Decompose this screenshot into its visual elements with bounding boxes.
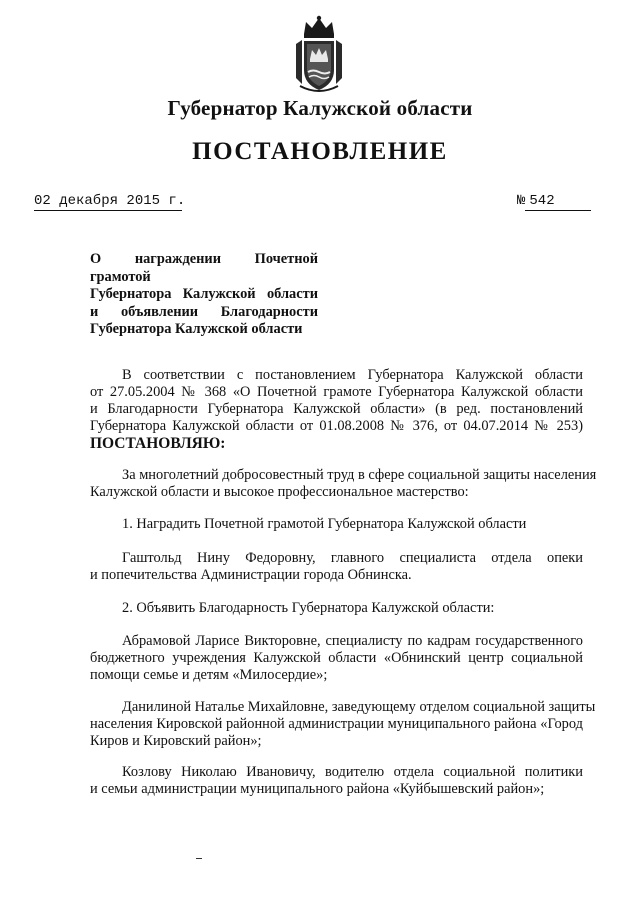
recipient-line: Абрамовой Ларисе Викторовне, специалисту по кадрам государственного	[122, 633, 583, 649]
issuing-authority: Губернатор Калужской области	[167, 96, 473, 120]
item-2-heading-text: 2. Объявить Благодарность Губернатора Калужской области:	[122, 600, 495, 616]
decree-word: ПОСТАНОВЛЯЮ:	[90, 435, 226, 452]
recipient-line: Козлову Николаю Ивановичу, водителю отдела социальной политики	[122, 764, 583, 780]
preamble-line: от 27.05.2004 № 368 «О Почетной грамоте Губернатора Калужской области	[90, 384, 583, 400]
subject-line: О награждении Почетной грамотой	[90, 251, 318, 285]
preamble-line: и Благодарности Губернатора Калужской области» (в ред. постановлений	[90, 401, 583, 417]
coat-of-arms-icon	[290, 14, 348, 94]
item-2-recipient	[90, 699, 596, 750]
document-date: 02 декабря 2015 г.	[34, 193, 186, 209]
document-number-field	[517, 193, 603, 211]
item-1-recipient	[90, 550, 583, 584]
subject-line: Губернатора Калужской области	[90, 286, 318, 302]
recipient-line: и попечительства Администрации города Обнинска.	[90, 567, 412, 583]
item-1-heading-text: 1. Наградить Почетной грамотой Губернатора Калужской области	[122, 516, 527, 532]
reason-line: За многолетний добросовестный труд в сфере социальной защиты населения	[122, 467, 597, 483]
subject-line: Губернатора Калужской области	[90, 321, 303, 337]
scan-mark	[196, 858, 202, 859]
subject-line: и объявлении Благодарности	[90, 303, 318, 320]
recipient-line: и семьи администрации муниципального района «Куйбышевский район»;	[90, 781, 545, 797]
reason-line: Калужской области и высокое профессиональное мастерство:	[90, 484, 469, 500]
item-2-recipient	[90, 764, 583, 798]
item-2-recipient	[90, 633, 583, 684]
recipient-line: Киров и Кировский район»;	[90, 733, 262, 749]
document-subject	[90, 251, 318, 339]
preamble-line: В соответствии с постановлением Губернатора Калужской области	[122, 367, 583, 383]
recipient-line: Данилиной Наталье Михайловне, заведующему отделом социальной защиты	[122, 699, 596, 715]
recipient-line: бюджетного учреждения Калужской области «Обнинский центр социальной	[90, 650, 583, 666]
number-label: №	[517, 193, 526, 209]
item-1-heading	[90, 516, 583, 533]
preamble-paragraph	[90, 367, 583, 452]
recipient-line: помощи семье и детям «Милосердие»;	[90, 667, 328, 683]
recipient-line: населения Кировской районной администрации муниципального района «Город	[90, 716, 583, 732]
preamble-line: Губернатора Калужской области от 01.08.2008 № 376, от 04.07.2014 № 253)	[90, 418, 583, 434]
reason-paragraph	[90, 467, 597, 501]
recipient-line: Гаштольд Нину Федоровну, главного специалиста отдела опеки	[122, 550, 583, 566]
item-2-heading	[90, 600, 583, 617]
document-number: 542	[525, 194, 591, 211]
document-type-title: ПОСТАНОВЛЕНИЕ	[192, 138, 448, 165]
